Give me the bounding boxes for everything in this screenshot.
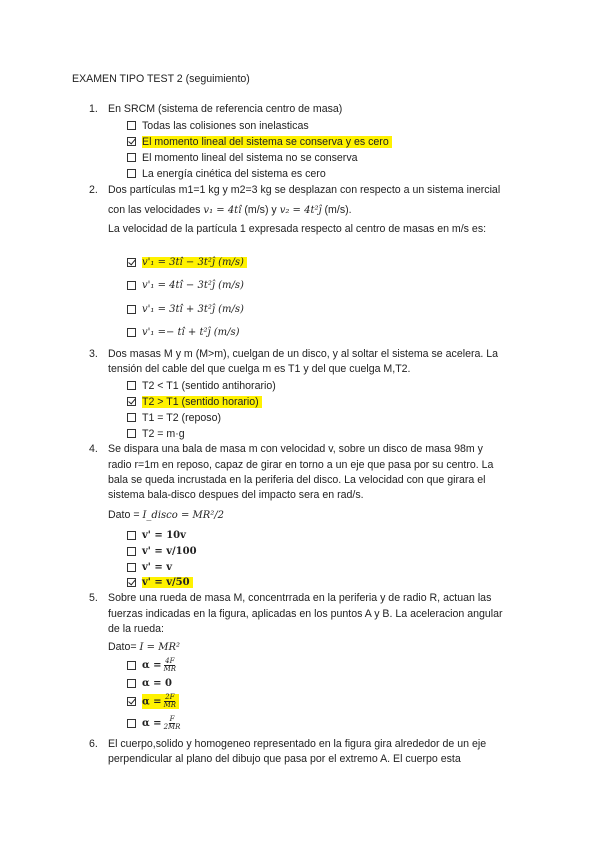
q3-option-1[interactable]: T2 < T1 (sentido antihorario) [127, 378, 276, 393]
q4-line-2: radio r=1m en reposo, capaz de girar en torno a un eje que pasa por su centro. La [108, 459, 494, 471]
q5-option-1[interactable]: α = $\frac{4F}{MR}$ [127, 656, 176, 674]
q2-option-3[interactable]: v'₁ = 3tî + 3t²ĵ (m/s) [127, 302, 244, 317]
q1-option-3[interactable]: El momento lineal del sistema no se conserva [127, 150, 358, 165]
fraction: $\frac{4F}{MR}$ [163, 656, 177, 673]
q1-number: 1. [89, 103, 98, 115]
checkbox-checked[interactable] [127, 137, 136, 146]
checkbox[interactable] [127, 121, 136, 130]
q5-line-1: Sobre una rueda de masa M, concentrrada en la periferia y de radio R, actuan las [108, 592, 492, 604]
checkbox[interactable] [127, 305, 136, 314]
checkbox[interactable] [127, 169, 136, 178]
q5-line-2: fuerzas indicadas en la figura, aplicadas en los puntos A y B. La aceleracion angular [108, 608, 503, 620]
q5-line-3: de la rueda: [108, 623, 164, 635]
checkbox-checked[interactable] [127, 397, 136, 406]
q2-number: 2. [89, 184, 98, 196]
dato-formula: I = MR² [139, 642, 180, 653]
q2-line-2: con las velocidades v₁ = 4tî (m/s) y v₂ = 4t²ĵ (m/s). [108, 204, 352, 216]
checkbox[interactable] [127, 328, 136, 337]
checkbox[interactable] [127, 153, 136, 162]
q3-option-3[interactable]: T1 = T2 (reposo) [127, 410, 221, 425]
checkbox[interactable] [127, 281, 136, 290]
q5-dato: Dato= I = MR² [108, 641, 180, 653]
q1-option-2[interactable]: El momento lineal del sistema se conserva y es cero [127, 134, 392, 149]
q4-number: 4. [89, 443, 98, 455]
checkbox[interactable] [127, 679, 136, 688]
velocity-v1: v₁ = 4tî [203, 205, 242, 216]
q4-option-1[interactable]: v' = 10v [127, 528, 186, 543]
checkbox[interactable] [127, 563, 136, 572]
checkbox[interactable] [127, 547, 136, 556]
q6-line-2: perpendicular al plano del dibujo que pasa por el extremo A. El cuerpo esta [108, 753, 461, 765]
checkbox[interactable] [127, 719, 136, 728]
checkbox-checked[interactable] [127, 258, 136, 267]
q6-number: 6. [89, 738, 98, 750]
q3-option-2[interactable]: T2 > T1 (sentido horario) [127, 394, 262, 409]
checkbox-checked[interactable] [127, 578, 136, 587]
q3-line-1: Dos masas M y m (M>m), cuelgan de un disco, y al soltar el sistema se acelera. La [108, 348, 499, 360]
checkbox[interactable] [127, 413, 136, 422]
q2-option-1[interactable]: v'₁ = 3tî − 3t²ĵ (m/s) [127, 255, 247, 270]
checkbox[interactable] [127, 531, 136, 540]
q4-option-3[interactable]: v' = v [127, 560, 172, 575]
q3-option-4[interactable]: T2 = m·g [127, 426, 185, 441]
dato-formula: I_disco = MR²/2 [142, 510, 225, 521]
q2-option-2[interactable]: v'₁ = 4tî − 3t²ĵ (m/s) [127, 278, 244, 293]
checkbox-checked[interactable] [127, 697, 136, 706]
q3-line-2: tensión del cable del que cuelga m es T1 y del que cuelga M,T2. [108, 363, 411, 375]
q6-line-1: El cuerpo,solido y homogeneo representado en la figura gira alrededor de un eje [108, 738, 487, 750]
fraction: $\frac{2F}{MR}$ [163, 692, 177, 709]
q1-option-4[interactable]: La energía cinética del sistema es cero [127, 166, 326, 181]
q2-line-3: La velocidad de la partícula 1 expresada respecto al centro de masas en m/s es: [108, 223, 487, 235]
q5-option-3[interactable]: α = $\frac{2F}{MR}$ [127, 692, 179, 710]
q2-option-4[interactable]: v'₁ =− tî + t²ĵ (m/s) [127, 325, 240, 340]
checkbox[interactable] [127, 661, 136, 670]
q4-line-1: Se dispara una bala de masa m con velocidad v, sobre un disco de masa 98m y [108, 443, 483, 455]
q5-option-4[interactable]: α = $\frac{F}{2MR}$ [127, 714, 180, 732]
checkbox[interactable] [127, 381, 136, 390]
q4-option-2[interactable]: v' = v/100 [127, 544, 197, 559]
exam-title: EXAMEN TIPO TEST 2 (seguimiento) [72, 73, 250, 85]
velocity-v2: v₂ = 4t²ĵ [279, 205, 322, 216]
q4-option-4[interactable]: v' = v/50 [127, 575, 193, 590]
q4-line-4: sistema bala-disco despues del impacto sera en rad/s. [108, 489, 364, 501]
checkbox[interactable] [127, 429, 136, 438]
q1-option-1[interactable]: Todas las colisiones son inelasticas [127, 118, 309, 133]
q2-line-1: Dos partículas m1=1 kg y m2=3 kg se desplazan con respecto a un sistema inercial [108, 184, 501, 196]
fraction: $\frac{F}{2MR}$ [163, 714, 181, 731]
q3-number: 3. [89, 348, 98, 360]
q4-line-3: bala se queda incrustada en la periferia del disco. La velocidad con que girara el [108, 474, 486, 486]
q4-dato: Dato = I_disco = MR²/2 [108, 509, 225, 521]
q5-option-2[interactable]: α = 0 [127, 676, 172, 691]
q1-text: En SRCM (sistema de referencia centro de masa) [108, 103, 343, 115]
q5-number: 5. [89, 592, 98, 604]
